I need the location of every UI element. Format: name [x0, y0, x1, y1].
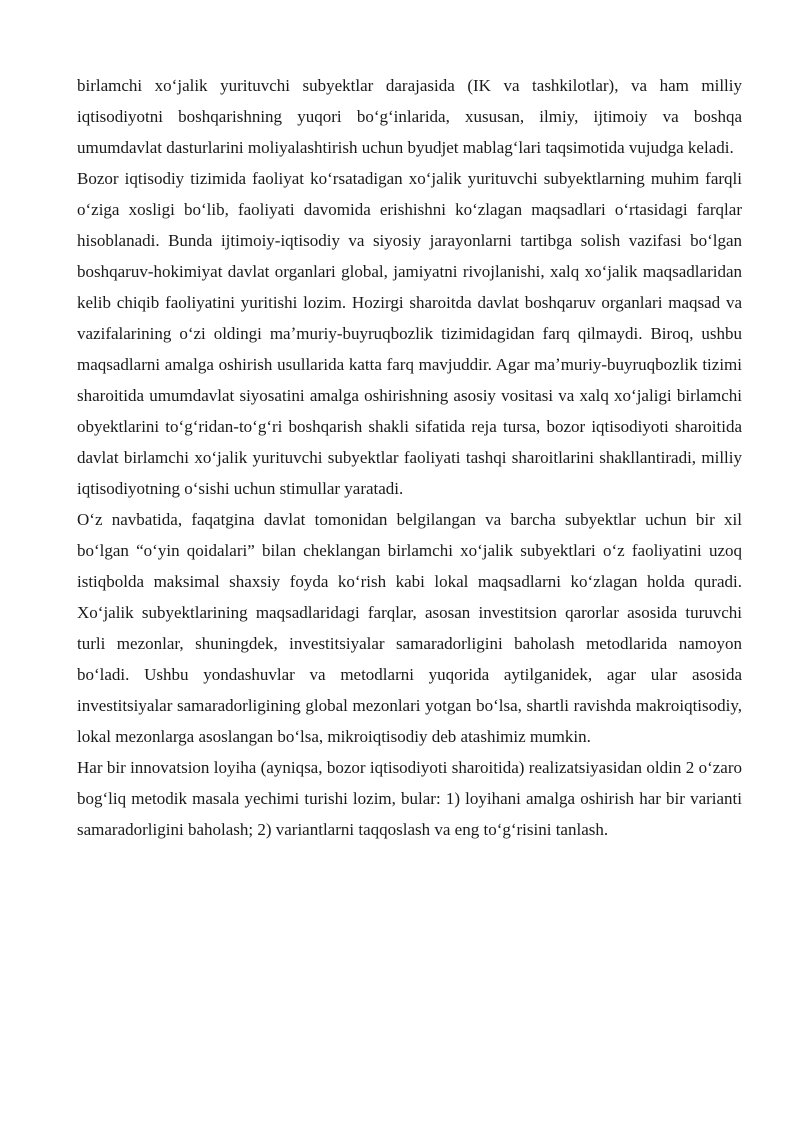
paragraph-2: Bozor iqtisodiy tizimida faoliyat koʻrsatadigan xoʻjalik yurituvchi subyektlarning muhim farqli oʻziga xosligi boʻlib, faoliyati davomida erishishni koʻzlagan maqsadlari oʻrtasidagi farqlar hisoblanadi. Bunda ijtimoiy-iqtisodiy va siyosiy jarayonlarni tartibga solish vazifasi boʻlgan boshqaruv-hokimiyat davlat organlari global, jamiyatni rivojlanishi, xalq xoʻjalik maqsadlaridan kelib chiqib faoliyatini yuritishi lozim. Hozirgi sharoitda davlat boshqaruv organlari maqsad va vazifalarining oʻzi oldingi maʼmuriy-buyruqbozlik tizimidagidan farq qilmaydi. Biroq, ushbu maqsadlarni amalga oshirish usullarida katta farq mavjuddir. Agar maʼmuriy-buyruqbozlik tizimi sharoitida umumdavlat siyosatini amalga oshirishning asosiy vositasi va xalq xoʻjaligi birlamchi obyektlarini toʻgʻridan-toʻgʻri boshqarish shakli sifatida reja tursa, bozor iqtisodiyoti sharoitida davlat birlamchi xoʻjalik yurituvchi subyektlar faoliyati tashqi sharoitlarini shakllantiradi, milliy iqtisodiyotning oʻsishi uchun stimullar yaratadi. [77, 169, 742, 498]
document-page [77, 70, 742, 845]
paragraph-1: birlamchi xoʻjalik yurituvchi subyektlar darajasida (IK va tashkilotlar), va ham milliy iqtisodiyotni boshqarishning yuqori boʻgʻinlarida, xususan, ilmiy, ijtimoiy va boshqa umumdavlat dasturlarini moliyalashtirish uchun byudjet mablagʻlari taqsimotida vujudga keladi. [77, 76, 742, 157]
paragraph-4: Har bir innovatsion loyiha (ayniqsa, bozor iqtisodiyoti sharoitida) realizatsiyasidan oldin 2 oʻzaro bogʻliq metodik masala yechimi turishi lozim, bular: 1) loyihani amalga oshirish har bir varianti samaradorligini baholash; 2) variantlarni taqqoslash va eng toʻgʻrisini tanlash. [77, 758, 742, 839]
paragraph-3: Oʻz navbatida, faqatgina davlat tomonidan belgilangan va barcha subyektlar uchun bir xil boʻlgan “oʻyin qoidalari” bilan cheklangan birlamchi xoʻjalik subyektlari oʻz faoliyatini uzoq istiqbolda maksimal shaxsiy foyda koʻrish kabi lokal maqsadlarni koʻzlagan holda quradi. Xoʻjalik subyektlarining maqsadlaridagi farqlar, asosan investitsion qarorlar asosida turuvchi turli mezonlar, shuningdek, investitsiyalar samaradorligini baholash metodlarida namoyon boʻladi. Ushbu yondashuvlar va metodlarni yuqorida aytilganidek, agar ular asosida investitsiyalar samaradorligining global mezonlari yotgan boʻlsa, shartli ravishda makroiqtisodiy, lokal mezonlarga asoslangan boʻlsa, mikroiqtisodiy deb atashimiz mumkin. [77, 510, 742, 746]
